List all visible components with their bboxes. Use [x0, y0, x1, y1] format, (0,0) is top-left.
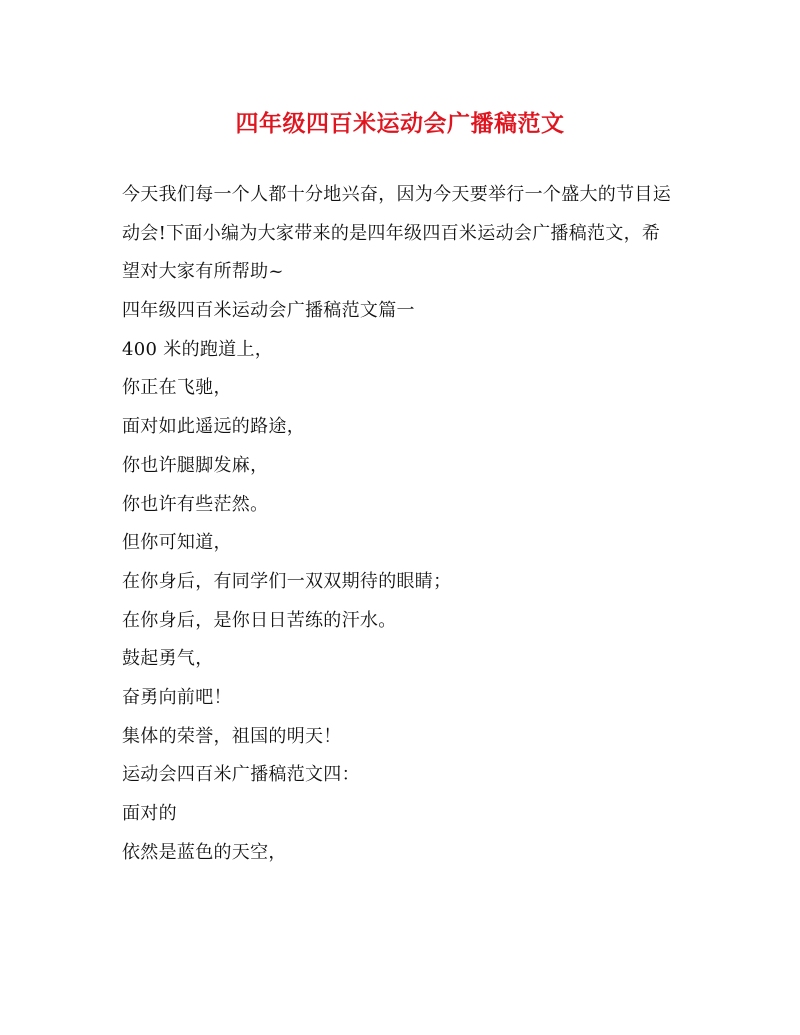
poem-line: 奋勇向前吧！: [122, 686, 232, 708]
text-line: 今天我们每一个人都十分地兴奋，因为今天要举行一个盛大的节目运: [122, 184, 671, 205]
poem-line: 面对如此遥远的路途，: [122, 416, 305, 438]
poem-line: 鼓起勇气，: [122, 648, 214, 670]
poem-line: 400 米的跑道上，: [122, 338, 274, 360]
document-title: 四年级四百米运动会广播稿范文: [235, 110, 565, 137]
poem-line: 但你可知道，: [122, 532, 232, 554]
document-body: [122, 176, 682, 872]
poem-line: 你也许腿脚发麻，: [122, 454, 269, 476]
poem-line: 集体的荣誉，祖国的明天！: [122, 725, 342, 747]
poem-line: 你正在飞驰，: [122, 377, 232, 399]
section-heading: 运动会四百米广播稿范文四：: [122, 764, 360, 786]
poem-line: 在你身后，是你日日苦练的汗水。: [122, 609, 397, 631]
poem-line: 你也许有些茫然。: [122, 493, 269, 515]
poem-line: 面对的: [122, 803, 177, 824]
poem-line: 在你身后，有同学们一双双期待的眼睛；: [122, 570, 452, 592]
poem-line: 依然是蓝色的天空，: [122, 841, 287, 863]
text-line: 动会!下面小编为大家带来的是四年级四百米运动会广播稿范文，希: [122, 222, 661, 244]
section-heading: 四年级四百米运动会广播稿范文篇一: [122, 300, 415, 322]
text-line: 望对大家有所帮助~: [122, 261, 284, 283]
